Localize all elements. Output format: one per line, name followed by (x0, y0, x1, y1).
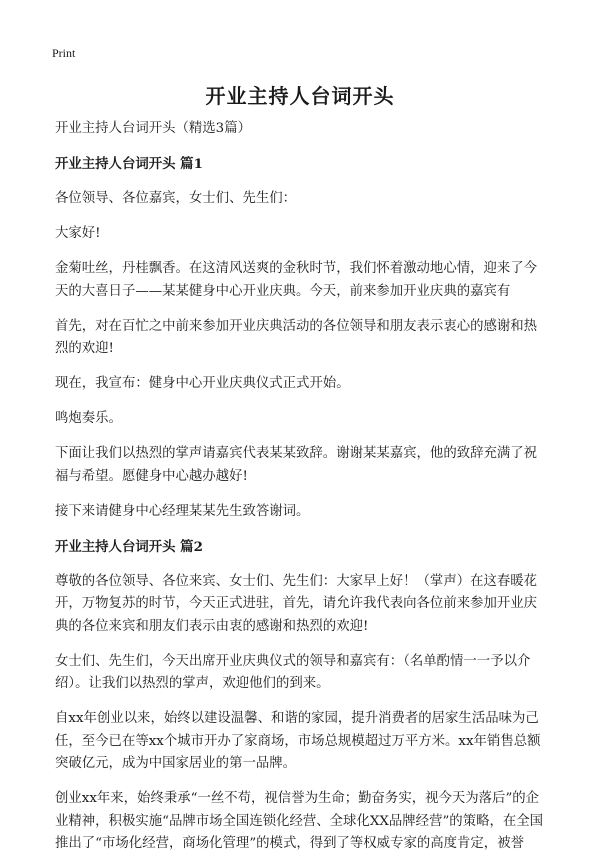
paragraph: 大家好! (55, 226, 101, 241)
paragraph: 各位领导、各位嘉宾，女士们、先生们： (55, 191, 297, 206)
paragraph: 接下来请健身中心经理某某先生致答谢词。 (55, 503, 310, 519)
paragraph: 尊敬的各位领导、各位来宾、女士们、先生们：大家早上好！（掌声）在这春暖花开，万物复苏的时节，今天正式进驻，首先，请允许我代表向各位前来参加开业庆典的各位来宾和朋友们表示由衷的感谢和热烈的欢迎! (55, 573, 538, 634)
paragraph: 下面让我们以热烈的掌声请嘉宾代表某某致辞。谢谢某某嘉宾，他的致辞充满了祝福与希望。愿健身中心越办越好! (55, 446, 538, 484)
paragraph: 创业xx年来，始终秉承“一丝不苟，视信誉为生命；勤奋务实，视今天为落后”的企业精神，积极实施“品牌市场全国连锁化经营、全球化XX品牌经营”的策略，在全国推出了“市场化经营，商场化管理”的模式，得到了等权威专家的高度肯定，被誉 (55, 791, 544, 851)
document-body (55, 118, 550, 868)
intro-paragraph: 开业主持人台词开头（精选3篇） (55, 121, 251, 136)
paragraph: 现在，我宣布：健身中心开业庆典仪式正式开始。 (55, 376, 350, 391)
document-title: 开业主持人台词开头 (205, 84, 395, 108)
paragraph: 女士们、先生们，今天出席开业庆典仪式的领导和嘉宾有：（名单酌情一一予以介绍）。让我们以热烈的掌声，欢迎他们的到来。 (55, 653, 531, 691)
paragraph: 自xx年创业以来，始终以建设温馨、和谐的家园，提升消费者的居家生活品味为己任，至今已在等xx个城市开办了家商场，市场总规模超过万平方米。xx年销售总额突破亿元，成为中国家居业的第一品牌。 (55, 711, 541, 771)
paragraph: 首先，对在百忙之中前来参加开业庆典活动的各位领导和朋友表示衷心的感谢和热烈的欢迎! (55, 318, 538, 356)
section-heading: 开业主持人台词开头 篇1 (55, 156, 203, 172)
section-heading: 开业主持人台词开头 篇2 (55, 538, 203, 555)
paragraph: 鸣炮奏乐。 (55, 411, 122, 426)
paragraph: 金菊吐丝，丹桂飘香。在这清风送爽的金秋时节，我们怀着激动地心情，迎来了今天的大喜日子——某某健身中心开业庆典。今天，前来参加开业庆典的嘉宾有 (55, 261, 538, 299)
print-label[interactable]: Print (52, 46, 76, 60)
